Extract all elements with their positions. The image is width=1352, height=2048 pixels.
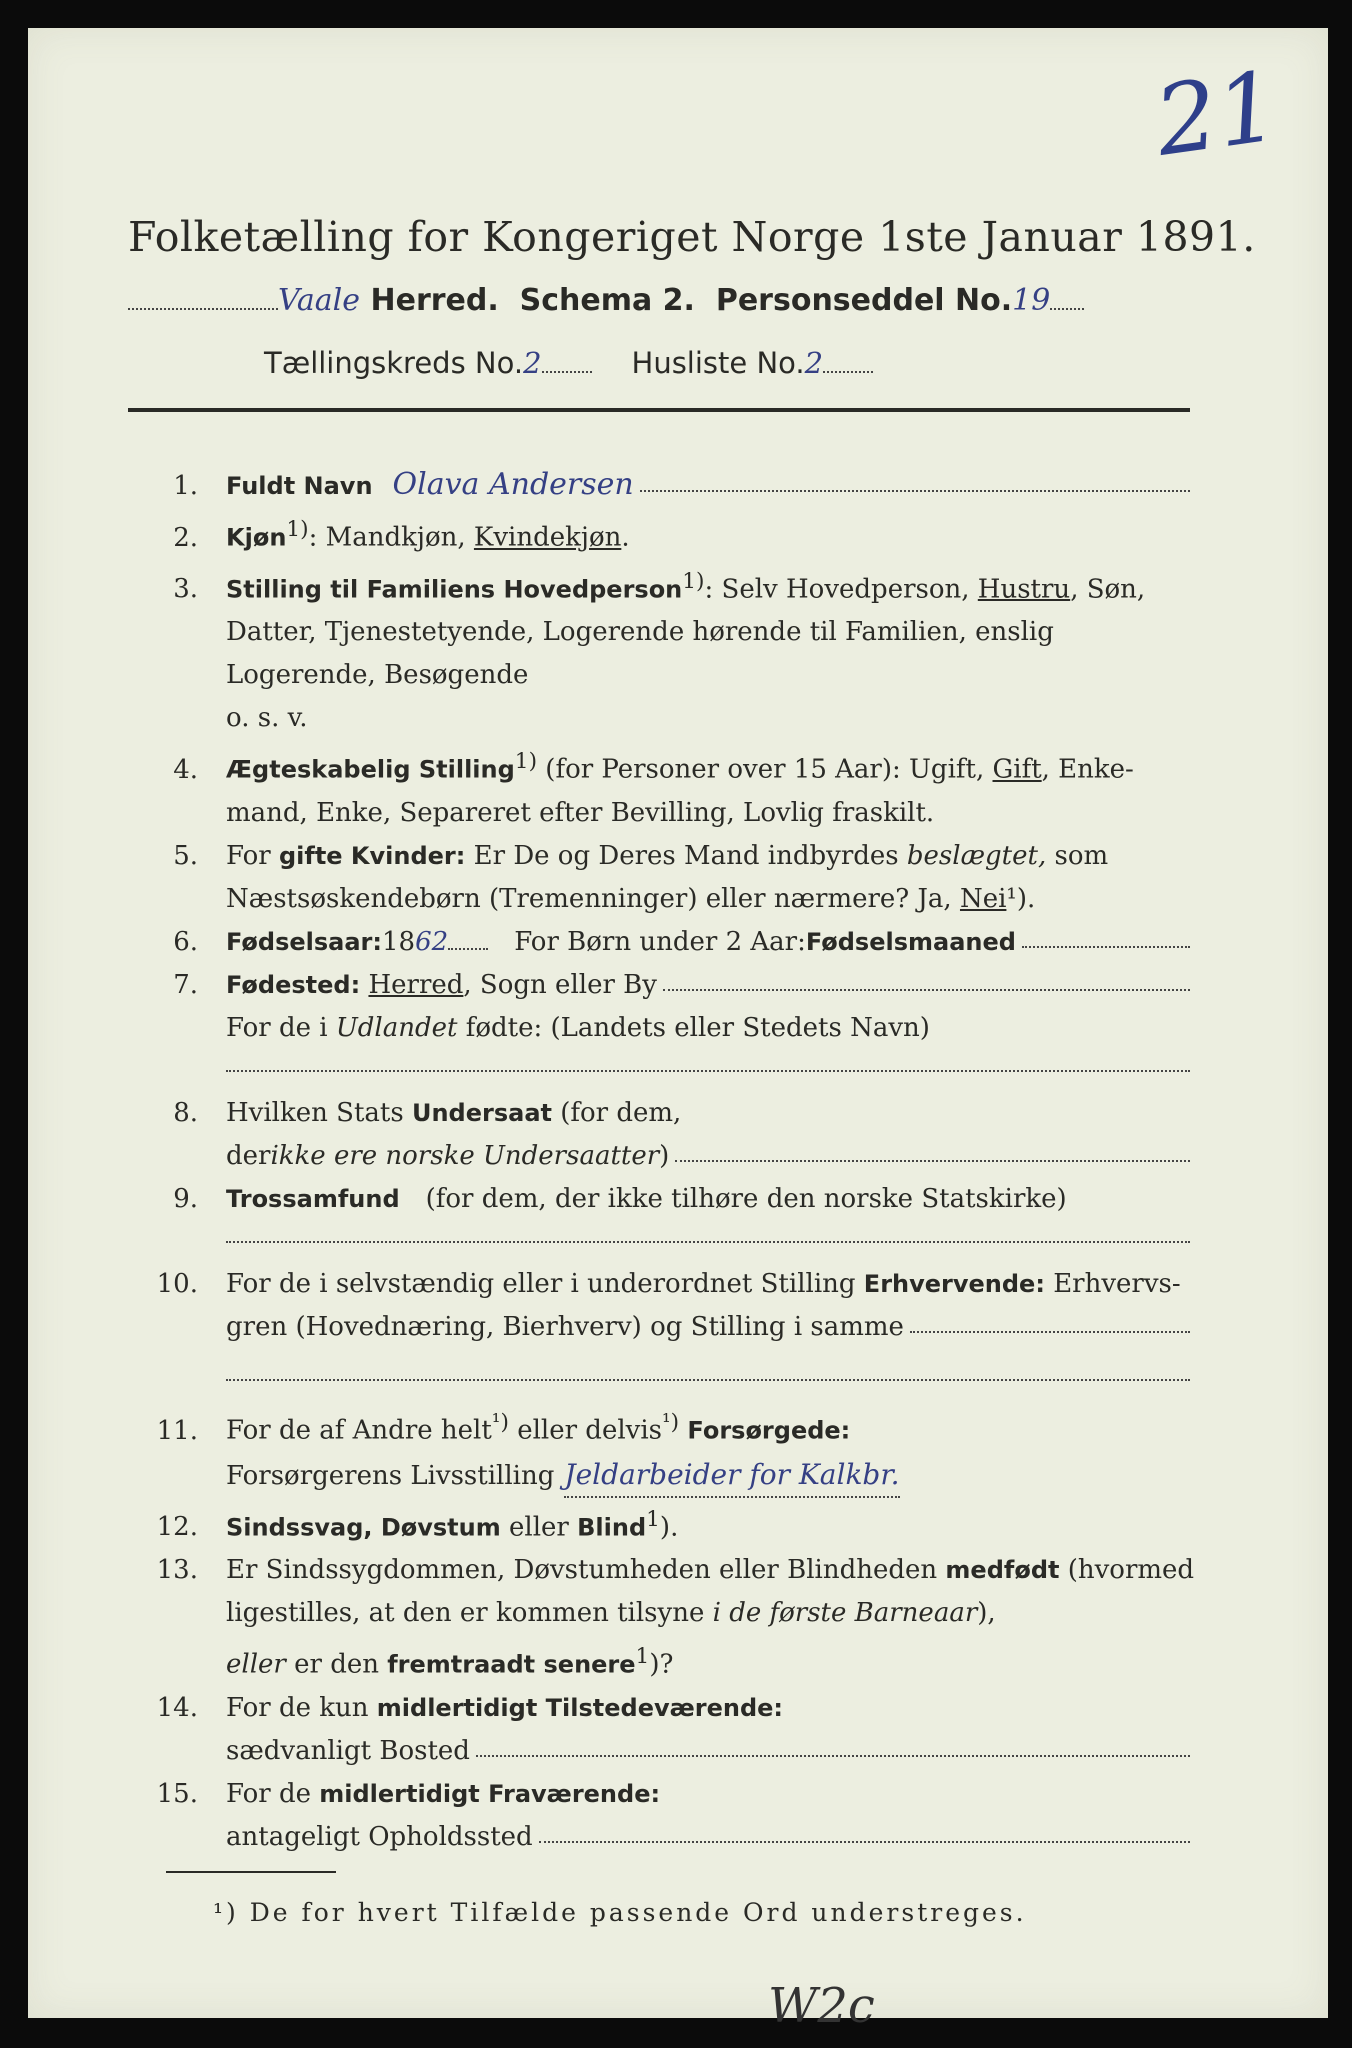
question-number: 10. xyxy=(156,1268,198,1299)
question-text: For Børn under 2 Aar: xyxy=(514,926,806,957)
header-line-kreds xyxy=(264,346,873,380)
question-13 xyxy=(128,1549,1195,1592)
question-13-line-3: eller er den fremtraadt senere$^1$)? xyxy=(226,1644,674,1680)
header-line-herred xyxy=(128,283,1188,318)
question-text: Erhvervs- xyxy=(1044,1268,1181,1299)
question-7-line-2 xyxy=(128,1007,1190,1050)
question-label: Erhvervende: xyxy=(863,1269,1045,1298)
question-text: For de af Andre helt xyxy=(226,1415,492,1446)
question-number: 15. xyxy=(156,1778,198,1809)
question-text: gren (Hovednæring, Bierhverv) og Stilling i samme xyxy=(226,1311,904,1342)
question-label: Forsørgede: xyxy=(687,1416,851,1445)
question-11 xyxy=(128,1401,1190,1453)
selected-option: Gift xyxy=(992,754,1042,785)
question-text: )? xyxy=(649,1649,674,1680)
question-15 xyxy=(128,1773,1190,1816)
question-text: (hvormed xyxy=(1059,1555,1195,1586)
schema-label: Schema 2. xyxy=(519,283,695,318)
question-3 xyxy=(128,560,1190,612)
selected-option: Kvindekjøn xyxy=(473,522,622,553)
question-8 xyxy=(128,1092,1190,1135)
question-10 xyxy=(128,1263,1190,1306)
question-number: 1. xyxy=(173,471,198,501)
question-label: Fødested: xyxy=(226,970,361,999)
question-label: Fødselsaar: xyxy=(226,927,382,956)
birth-year-prefix: 18 xyxy=(382,926,416,957)
question-label: Blind xyxy=(577,1513,647,1542)
question-number: 9. xyxy=(173,1183,198,1214)
question-label: Stilling til Familiens Hovedperson xyxy=(226,575,683,604)
census-form-sheet xyxy=(28,28,1328,2034)
question-text: For de kun xyxy=(226,1692,377,1723)
question-label: Kjøn xyxy=(226,523,287,552)
question-label: Trossamfund xyxy=(226,1184,400,1213)
question-label: midlertidigt Fraværende: xyxy=(319,1779,661,1808)
herred-label: Herred. xyxy=(370,283,499,318)
herred-value: Vaale xyxy=(278,283,361,318)
question-number: 7. xyxy=(173,969,198,1000)
question-6 xyxy=(128,921,1190,964)
question-text: For de xyxy=(226,1778,320,1809)
question-text: antageligt Opholdssted xyxy=(226,1821,533,1852)
question-label: Ægteskabelig Stilling xyxy=(226,755,515,784)
question-9-answer-line xyxy=(226,1221,1190,1243)
question-14 xyxy=(128,1687,1190,1730)
question-1 xyxy=(128,463,1190,508)
question-label: Sindssvag, Døvstum xyxy=(226,1513,501,1542)
footnote: ¹) De for hvert Tilfælde passende Ord understreges. xyxy=(213,1898,1027,1927)
footnote-ref: 1) xyxy=(514,749,538,775)
question-text: der xyxy=(226,1140,271,1171)
question-text-italic: beslægtet, xyxy=(906,840,1047,871)
question-number: 2. xyxy=(173,522,198,553)
question-text: ligestilles, at den er kommen tilsyne xyxy=(226,1598,713,1629)
question-5 xyxy=(128,835,1190,878)
question-text: : Mandkjøn, xyxy=(308,522,474,553)
question-label: Fuldt Navn xyxy=(226,472,373,500)
selected-option: Hustru xyxy=(977,574,1071,605)
question-number: 6. xyxy=(173,926,198,957)
footnote-ref: ¹) xyxy=(491,1409,509,1435)
question-4-line-2: mand, Enke, Separeret efter Bevilling, Lovlig fraskilt. xyxy=(226,797,935,828)
taellingskreds-value: 2 xyxy=(523,346,542,380)
question-text: Hvilken Stats xyxy=(226,1097,412,1128)
question-14-line-2 xyxy=(128,1730,1190,1773)
question-text: eller xyxy=(500,1512,578,1543)
question-label: gifte Kvinder: xyxy=(278,841,466,870)
personseddel-label: Personseddel No. xyxy=(715,283,1013,318)
form-title: Folketælling for Kongeriget Norge 1ste Januar 1891. xyxy=(128,213,1256,261)
question-text: Er De og Deres Mand indbyrdes xyxy=(465,840,907,871)
question-text: fødte: (Landets eller Stedets Navn) xyxy=(457,1012,930,1043)
question-text: Er Sindssygdommen, Døvstumheden eller Blindheden xyxy=(226,1555,946,1586)
question-text: : Selv Hovedperson, xyxy=(704,574,978,605)
birth-year-value: 62 xyxy=(415,926,449,957)
question-3-line-3: Logerende, Besøgende xyxy=(226,660,529,691)
question-text: eller delvis xyxy=(508,1415,662,1446)
question-text: er den xyxy=(285,1649,388,1680)
footnote-ref: 1) xyxy=(682,568,705,594)
taellingskreds-label: Tællingskreds No. xyxy=(264,346,524,380)
question-number: 14. xyxy=(156,1692,198,1723)
question-text: Forsørgerens Livsstilling xyxy=(226,1460,555,1491)
question-text-italic: i de første Barneaar xyxy=(712,1598,978,1629)
question-text-italic: ikke ere norske Undersaatter xyxy=(270,1140,660,1171)
question-8-line-2 xyxy=(128,1135,1190,1178)
question-label: fremtraadt senere xyxy=(387,1650,636,1679)
question-15-line-2 xyxy=(128,1816,1190,1859)
question-7 xyxy=(128,964,1190,1007)
question-12: 12. Sindssvag, Døvstum eller Blind$^1$). xyxy=(128,1498,1190,1550)
question-text-italic: Udlandet xyxy=(335,1012,458,1043)
question-3-line-4: o. s. v. xyxy=(226,703,308,734)
footnote-ref: ¹) xyxy=(662,1409,680,1435)
selected-option: Herred xyxy=(368,969,464,1000)
question-text: For de i xyxy=(226,1012,336,1043)
question-5-line-2 xyxy=(128,878,1190,921)
footnote-ref: 1) xyxy=(286,517,309,542)
question-number: 13. xyxy=(156,1555,198,1586)
question-list xyxy=(128,463,1195,1859)
question-11-line-2 xyxy=(128,1453,1190,1498)
question-text: sædvanligt Bosted xyxy=(226,1735,470,1766)
footnote-rule xyxy=(166,1871,336,1873)
full-name-value: Olava Andersen xyxy=(392,467,634,502)
question-13-line-2 xyxy=(128,1592,1190,1635)
question-text: ) xyxy=(659,1140,670,1171)
question-number: 4. xyxy=(173,754,198,785)
question-text: (for dem, der ikke tilhøre den norske Statskirke) xyxy=(425,1183,1067,1214)
question-text: , Sogn eller By xyxy=(463,969,657,1000)
question-7-answer-line xyxy=(226,1050,1190,1072)
provider-occupation-value: Jeldarbeider for Kalkbr. xyxy=(564,1453,899,1498)
question-9 xyxy=(128,1178,1190,1221)
question-text: ). xyxy=(659,1512,679,1543)
question-4 xyxy=(128,740,1190,792)
question-number: 3. xyxy=(173,574,198,605)
personseddel-value: 19 xyxy=(1012,283,1051,318)
question-number: 11. xyxy=(156,1415,198,1446)
question-number: 8. xyxy=(173,1097,198,1128)
question-text: ), xyxy=(977,1598,996,1629)
question-text: (for dem, xyxy=(551,1097,682,1128)
header-rule xyxy=(128,408,1190,412)
husliste-value: 2 xyxy=(804,346,824,380)
question-text: , Søn, xyxy=(1070,574,1146,605)
selected-option: Nei xyxy=(959,883,1007,914)
question-2: 2. Kjøn$^{1)}$: Mandkjøn, Kvindekjøn. xyxy=(128,508,1190,560)
question-text: , Enke- xyxy=(1041,754,1134,785)
bottom-handwritten-mark: W2c xyxy=(768,1978,875,2034)
question-number: 12. xyxy=(156,1512,198,1543)
question-number: 5. xyxy=(173,840,198,871)
question-label: Fødselsmaaned xyxy=(805,927,1016,956)
question-text: som xyxy=(1046,840,1109,871)
question-text: For xyxy=(226,840,279,871)
question-label: medfødt xyxy=(945,1556,1060,1585)
question-text-italic: eller xyxy=(226,1649,286,1680)
question-text: Næstsøskendebørn (Tremenninger) eller nærmere? Ja, xyxy=(226,883,960,914)
question-label: midlertidigt Tilstedeværende: xyxy=(376,1693,784,1722)
husliste-label: Husliste No. xyxy=(631,346,805,380)
handwritten-page-number: 21 xyxy=(1148,50,1286,178)
question-text: ¹). xyxy=(1006,883,1036,914)
question-10-line-2 xyxy=(128,1306,1190,1349)
question-3-line-2: Datter, Tjenestetyende, Logerende hørende til Familien, enslig xyxy=(226,617,1054,648)
question-text: For de i selvstændig eller i underordnet Stilling xyxy=(226,1268,864,1299)
question-10-answer-line xyxy=(226,1359,1190,1381)
question-text: (for Personer over 15 Aar): Ugift, xyxy=(537,754,993,785)
question-label: Undersaat xyxy=(411,1098,552,1127)
